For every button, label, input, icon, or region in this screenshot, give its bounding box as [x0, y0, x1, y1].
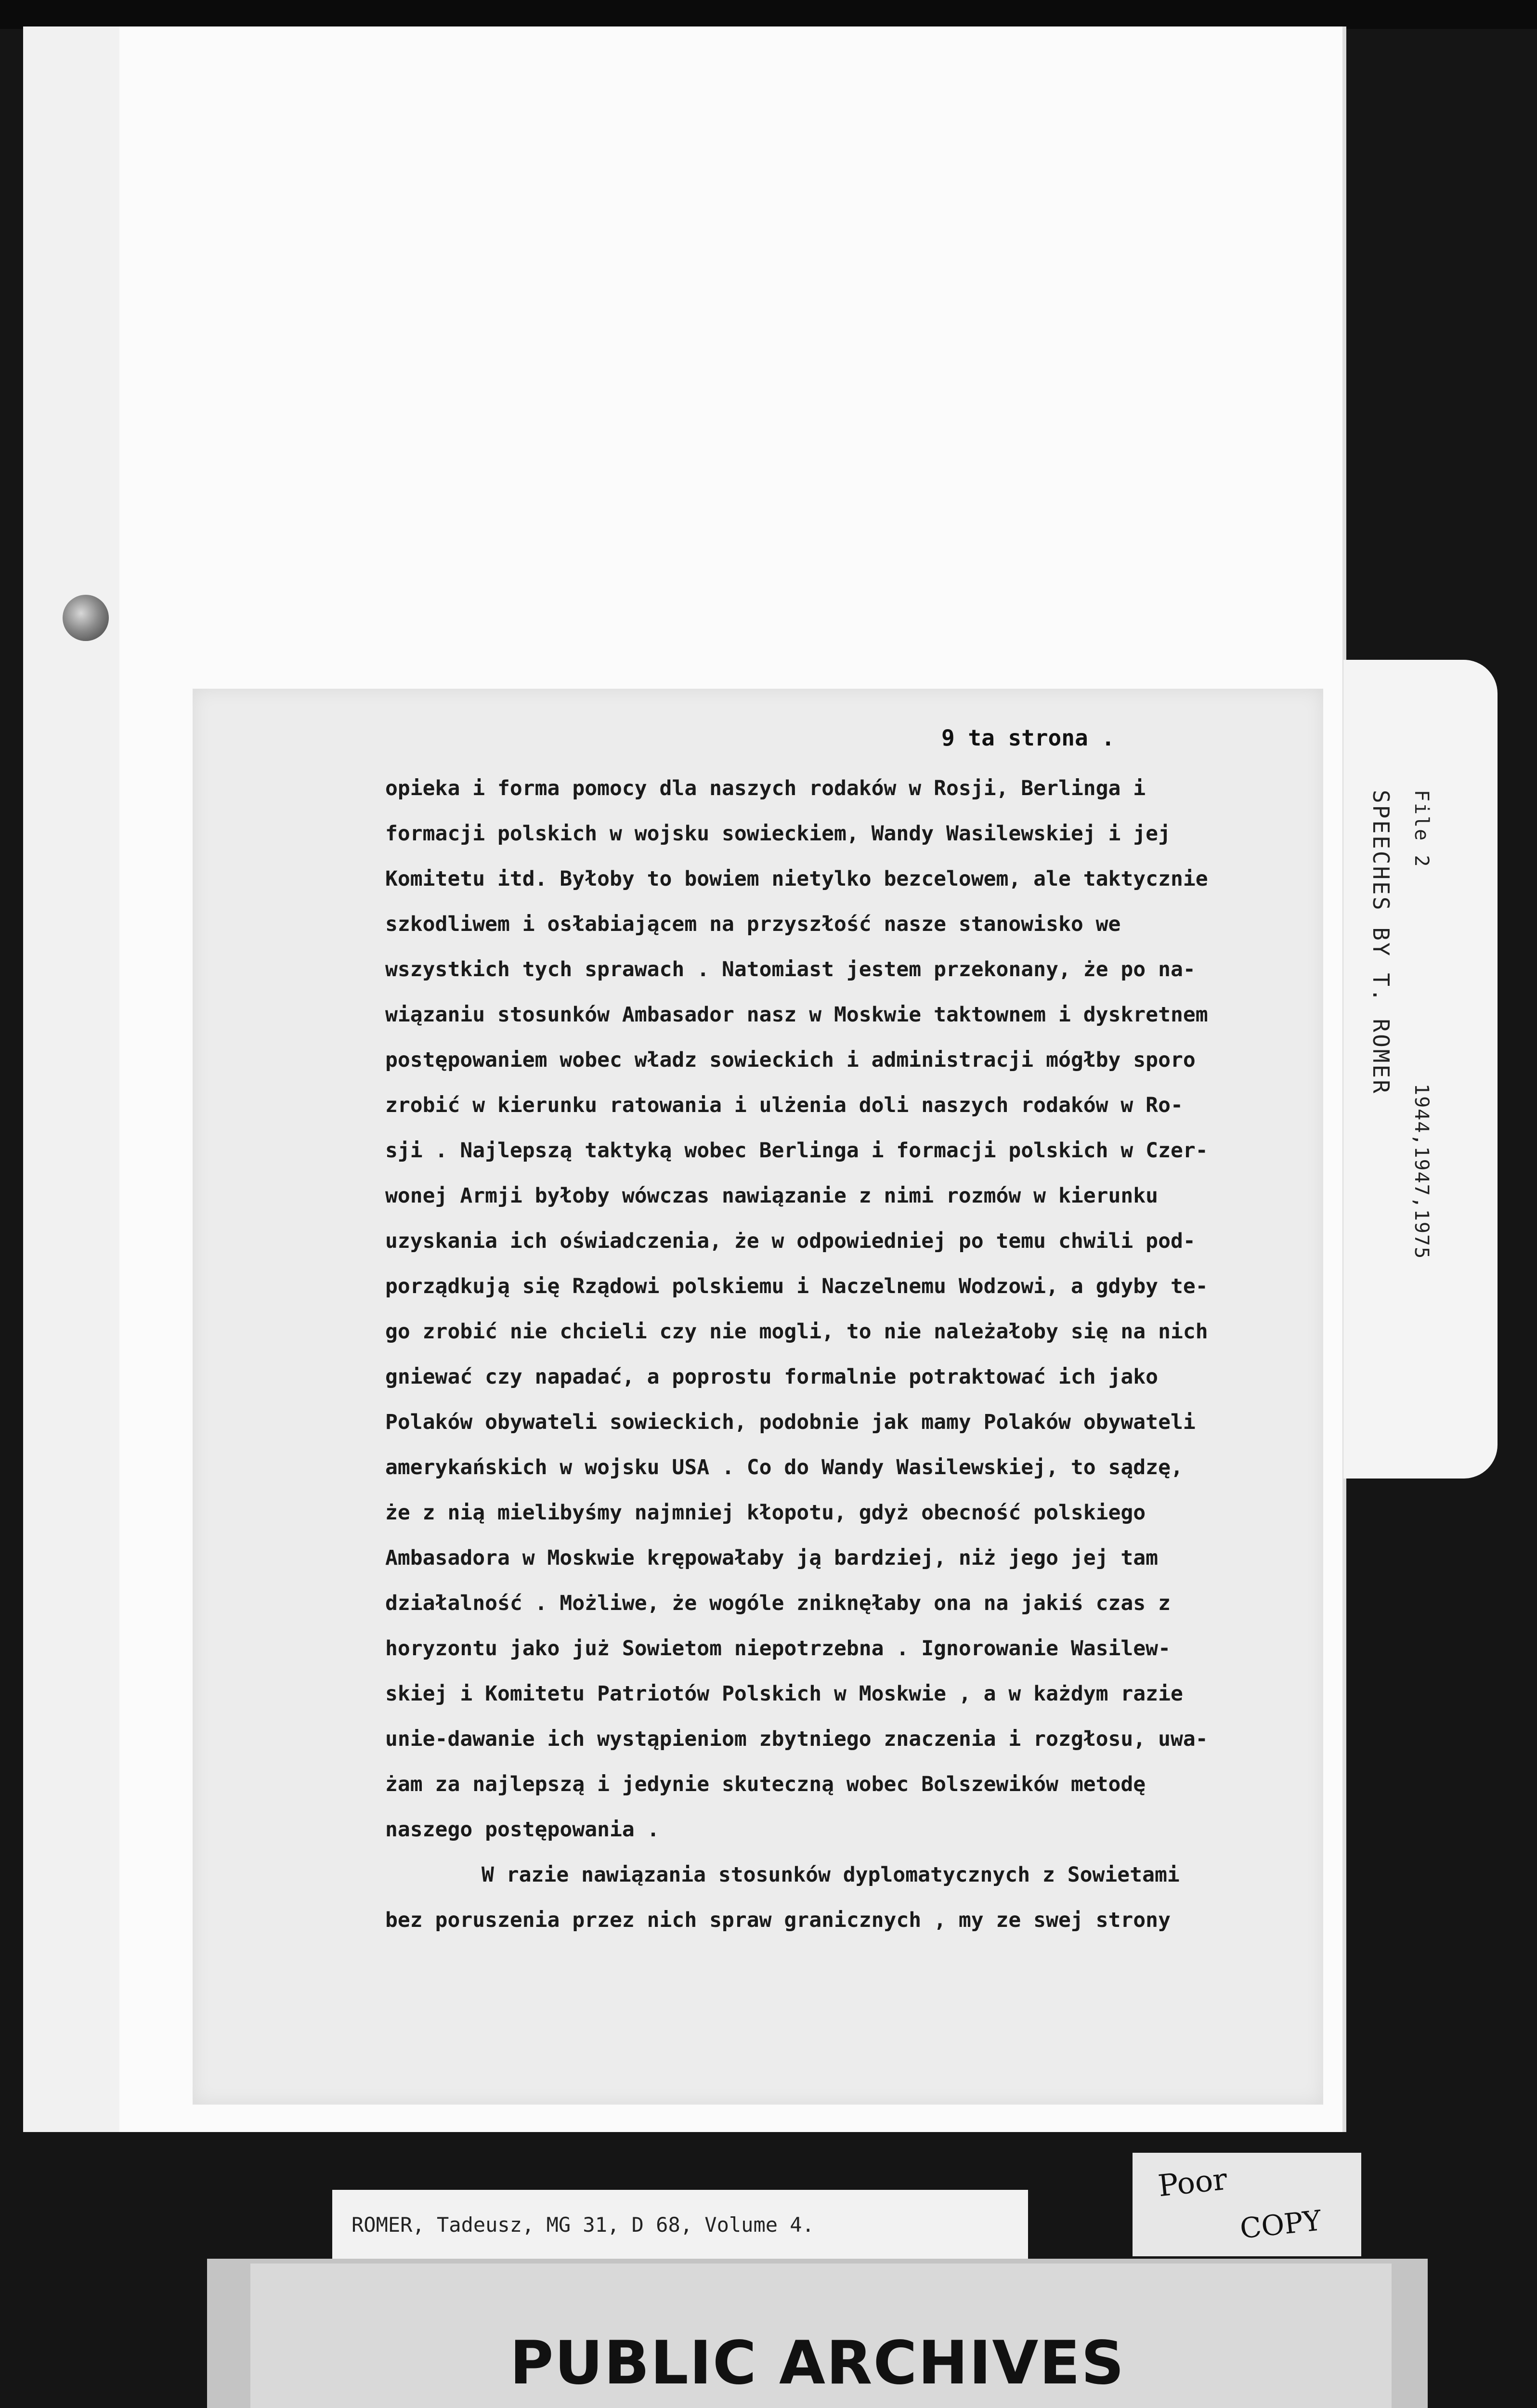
text-line: działalność . Możliwe, że wogóle zniknęłaby ona na jakiś czas z	[385, 1591, 1171, 1615]
archive-reference-text: ROMER, Tadeusz, MG 31, D 68, Volume 4.	[352, 2213, 814, 2237]
text-line: postępowaniem wobec władz sowieckich i administracji mógłby sporo	[385, 1048, 1196, 1072]
text-line: wszystkich tych sprawach . Natomiast jestem przekonany, że po na-	[385, 957, 1196, 982]
text-line: Polaków obywateli sowieckich, podobnie jak mamy Polaków obywateli	[385, 1410, 1196, 1434]
text-line: porządkują się Rządowi polskiemu i Naczelnemu Wodzowi, a gdyby te-	[385, 1274, 1208, 1298]
text-line: żam za najlepszą i jedynie skuteczną wobec Bolszewików metodę	[385, 1772, 1146, 1796]
text-line: naszego postępowania .	[385, 1818, 660, 1842]
poor-copy-note-line2: COPY	[1238, 2204, 1323, 2245]
text-line: gniewać czy napadać, a poprostu formalnie potraktować ich jako	[385, 1365, 1159, 1389]
text-line: skiej i Komitetu Patriotów Polskich w Moskwie , a w każdym razie	[385, 1682, 1183, 1706]
text-line: wiązaniu stosunków Ambasador nasz w Moskwie taktownem i dyskretnem	[385, 1003, 1208, 1027]
text-line: Komitetu itd. Byłoby to bowiem nietylko bezcelowem, ale taktycznie	[385, 867, 1208, 891]
text-line: szkodliwem i osłabiającem na przyszłość nasze stanowisko we	[385, 912, 1121, 936]
film-edge	[0, 0, 1537, 29]
text-line: amerykańskich w wojsku USA . Co do Wandy Wasilewskiej, to sądzę,	[385, 1455, 1183, 1479]
backing-sheet-margin	[23, 26, 119, 2132]
text-line: Ambasadora w Moskwie krępowałaby ją bardziej, niż jego jej tam	[385, 1546, 1159, 1570]
poor-copy-note-line1: Poor	[1156, 2161, 1229, 2204]
text-line: sji . Najlepszą taktyką wobec Berlinga i formacji polskich w Czer-	[385, 1139, 1208, 1163]
text-line: wonej Armji byłoby wówczas nawiązanie z nimi rozmów w kierunku	[385, 1184, 1159, 1208]
punch-hole	[63, 595, 109, 641]
folder-tab-title: SPEECHES BY T. ROMER	[1368, 790, 1394, 1095]
typewritten-body	[385, 766, 1305, 1943]
folder-tab-years: 1944,1947,1975	[1410, 1084, 1433, 1260]
text-line: formacji polskich w wojsku sowieckiem, Wandy Wasilewskiej i jej	[385, 822, 1171, 846]
page-number: 9 ta strona .	[941, 725, 1115, 751]
text-line: horyzontu jako już Sowietom niepotrzebna . Ignorowanie Wasilew-	[385, 1636, 1171, 1661]
text-line: opieka i forma pomocy dla naszych rodaków w Rosji, Berlinga i	[385, 776, 1146, 800]
stamp-line-english: PUBLIC ARCHIVES	[509, 2329, 1125, 2398]
text-line: unie-dawanie ich wystąpieniom zbytniego znaczenia i rozgłosu, uwa-	[385, 1727, 1208, 1751]
text-line: że z nią mielibyśmy najmniej kłopotu, gdyż obecność polskiego	[385, 1501, 1146, 1525]
text-line: uzyskania ich oświadczenia, że w odpowiedniej po temu chwili pod-	[385, 1229, 1196, 1253]
text-line: go zrobić nie chcieli czy nie mogli, to nie należałoby się na nich	[385, 1320, 1208, 1344]
text-line: zrobić w kierunku ratowania i ulżenia doli naszych rodaków w Ro-	[385, 1093, 1183, 1117]
text-line: bez poruszenia przez nich spraw granicznych , my ze swej strony	[385, 1908, 1171, 1932]
folder-tab	[1343, 660, 1498, 1479]
folder-tab-file: File 2	[1410, 790, 1433, 868]
text-line: W razie nawiązania stosunków dyplomatycznych z Sowietami	[482, 1863, 1180, 1887]
